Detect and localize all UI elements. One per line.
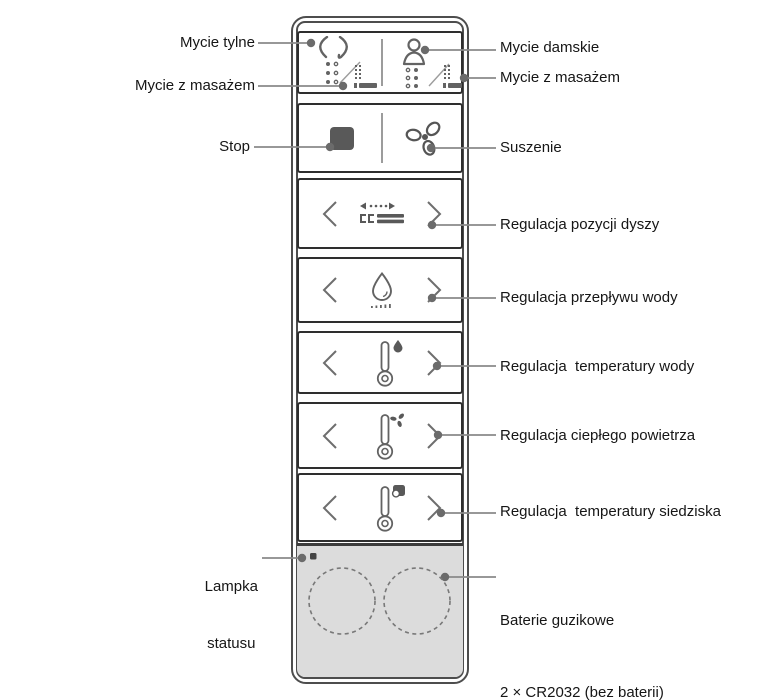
feminine-wash-person-icon: [399, 36, 463, 92]
label-feminine-wash: Mycie damskie: [500, 39, 600, 56]
panel-water-temperature: [297, 331, 463, 394]
panel-stop-dry: [297, 103, 463, 173]
chevron-right-icon: [426, 277, 442, 303]
chevron-left-icon: [322, 495, 338, 521]
chevron-left-icon: [322, 350, 338, 376]
label-water-temperature: Regulacja temperatury wody: [500, 358, 695, 375]
rear-wash-arcs-icon: [315, 36, 377, 92]
label-drying: Suszenie: [500, 139, 562, 156]
panel-warm-air: [297, 402, 463, 469]
chevron-right-icon: [426, 350, 442, 376]
panel-water-flow: [297, 257, 463, 323]
small-fan-glyph: [390, 412, 405, 427]
battery-compartment: [297, 543, 463, 677]
label-massage-wash-right: Mycie z masażem: [500, 69, 621, 86]
mini-nozzle-glyph: [354, 65, 377, 88]
panel-wash-buttons: [297, 31, 463, 94]
thermometer-fan-icon: [373, 412, 407, 462]
small-drop-glyph: [394, 340, 403, 353]
label-stop: Stop: [219, 138, 250, 155]
thermometer-seat-icon: [373, 484, 407, 534]
label-massage-wash-left: Mycie z masażem: [134, 77, 255, 94]
label-nozzle-position: Regulacja pozycji dyszy: [500, 216, 660, 233]
panel-nozzle-position: [297, 178, 463, 249]
chevron-right-icon: [426, 423, 442, 449]
panel-divider: [381, 113, 383, 163]
chevron-left-icon: [322, 201, 338, 227]
chevron-right-icon: [426, 201, 442, 227]
chevron-left-icon: [322, 423, 338, 449]
water-drop-icon: [367, 272, 397, 310]
chevron-right-icon: [426, 495, 442, 521]
small-seat-glyph: [393, 485, 405, 497]
label-status-lamp: Lampka statusu: [204, 578, 258, 652]
label-seat-temperature: Regulacja temperatury siedziska: [500, 503, 721, 520]
label-warm-air: Regulacja ciepłego powietrza: [500, 427, 696, 444]
label-water-flow: Regulacja przepływu wody: [500, 289, 678, 306]
nozzle-slide-arrows-icon: [358, 201, 406, 227]
label-rear-wash: Mycie tylne: [179, 34, 255, 51]
panel-divider: [381, 39, 383, 86]
chevron-left-icon: [322, 277, 338, 303]
fan-drying-icon: [405, 117, 445, 159]
thermometer-drop-icon: [373, 339, 405, 389]
panel-seat-temperature: [297, 473, 463, 542]
label-batteries: Baterie guzikowe 2 × CR2032 (bez baterii): [500, 612, 664, 700]
stop-button-icon: [330, 127, 354, 150]
